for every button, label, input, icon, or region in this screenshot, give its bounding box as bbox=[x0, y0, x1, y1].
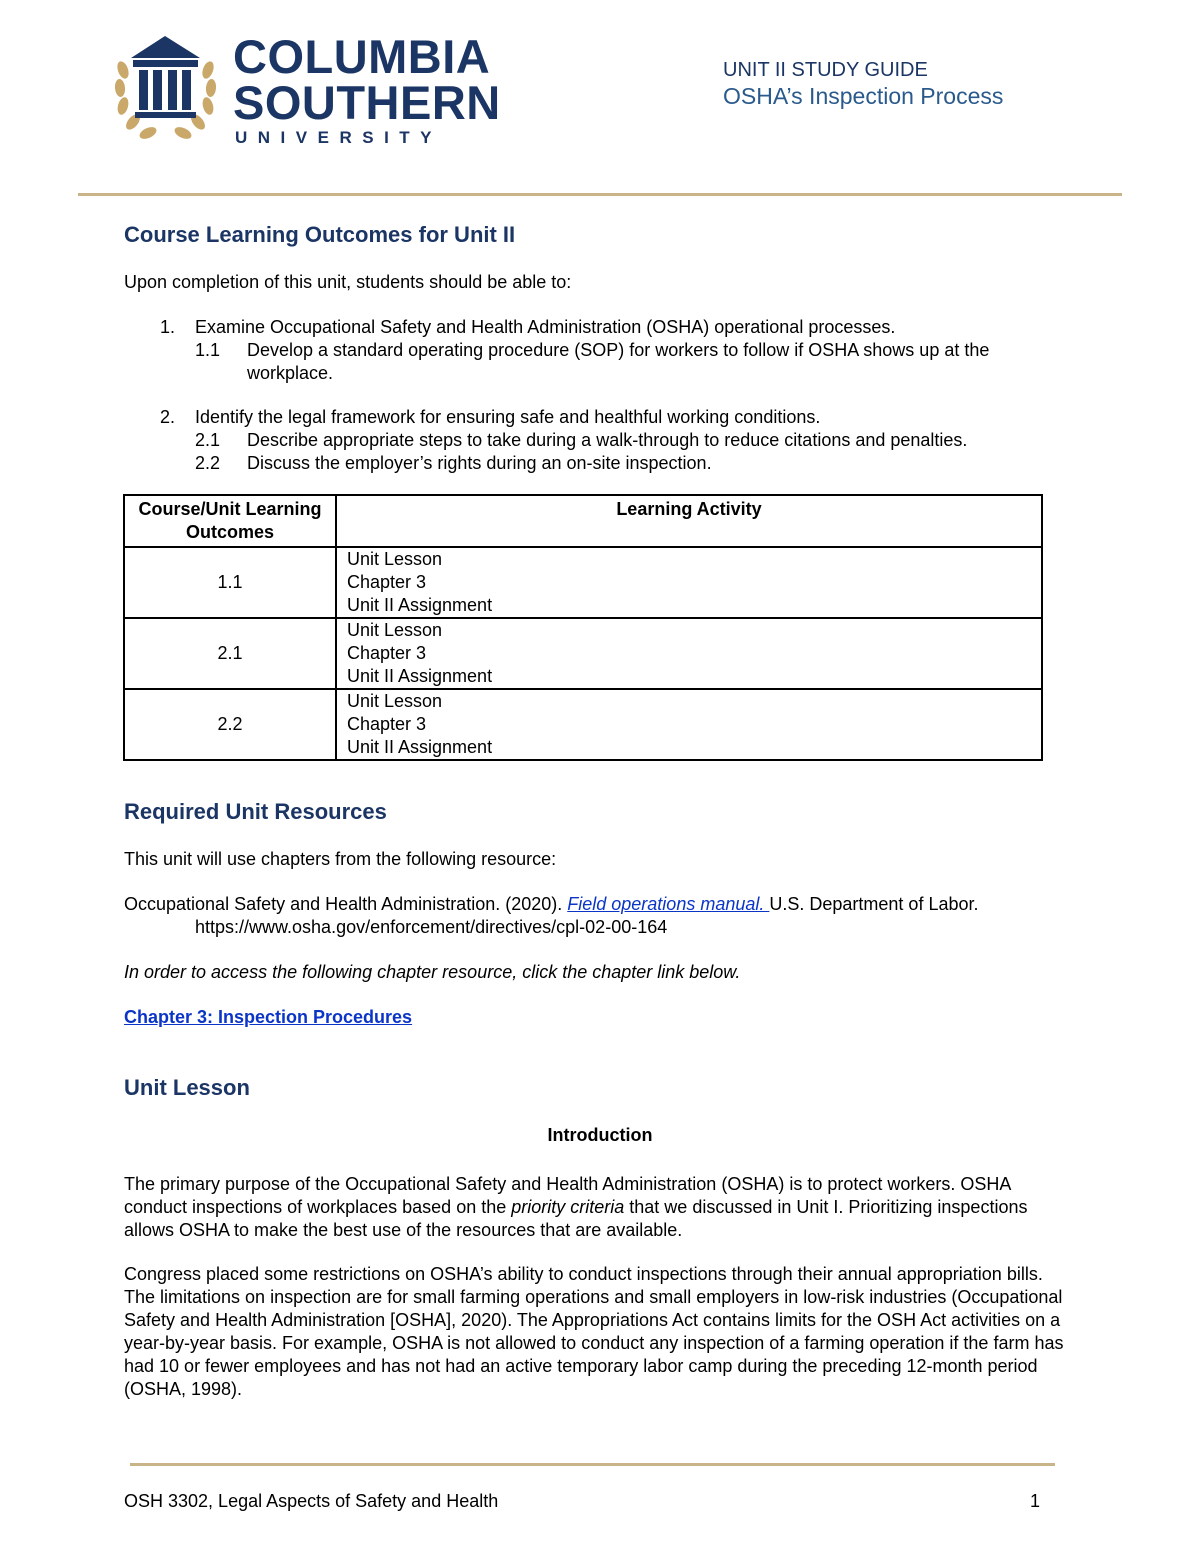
access-note: In order to access the following chapter resource, click the chapter link below. bbox=[124, 962, 741, 982]
lesson-paragraph-1 bbox=[124, 1173, 1074, 1242]
table-cell-outcome: 1.1 bbox=[124, 547, 336, 618]
table-row bbox=[124, 689, 1042, 760]
footer-course: OSH 3302, Legal Aspects of Safety and Health bbox=[124, 1491, 499, 1511]
activity-item: Chapter 3 bbox=[347, 572, 427, 592]
table-cell-outcome: 2.1 bbox=[124, 618, 336, 689]
table-row bbox=[124, 547, 1042, 618]
chapter-3-link[interactable]: Chapter 3: Inspection Procedures bbox=[124, 1007, 413, 1027]
outcome-number: 1. bbox=[160, 317, 176, 337]
outcome-subitem-2-2 bbox=[195, 452, 1065, 475]
resource-citation bbox=[124, 893, 1084, 916]
outcome-subnumber: 2.2 bbox=[195, 453, 221, 473]
table-cell-activity bbox=[336, 689, 1042, 760]
outcomes-heading: Course Learning Outcomes for Unit II bbox=[124, 222, 516, 247]
outcome-subtext: Discuss the employer’s rights during an on-site inspection. bbox=[247, 453, 712, 473]
outcome-subnumber: 1.1 bbox=[195, 340, 221, 360]
outcomes-intro: Upon completion of this unit, students should be able to: bbox=[124, 272, 572, 292]
activity-item: Chapter 3 bbox=[347, 643, 427, 663]
lesson-subheading: Introduction bbox=[547, 1125, 653, 1145]
lesson-heading: Unit Lesson bbox=[124, 1075, 250, 1100]
table-cell-activity bbox=[336, 618, 1042, 689]
study-guide-title: UNIT II STUDY GUIDE bbox=[723, 59, 928, 81]
table-header-activity: Learning Activity bbox=[336, 495, 1042, 547]
citation-publisher: U.S. Department of Labor. bbox=[769, 894, 979, 914]
citation-url: https://www.osha.gov/enforcement/directives/cpl-02-00-164 bbox=[195, 917, 668, 937]
paragraph-text: that we discussed in Unit I. Prioritizing inspections allows OSHA to make the best use of the resources that are available. bbox=[124, 1197, 1028, 1240]
citation-text: Occupational Safety and Health Administration. (2020). bbox=[124, 894, 568, 914]
study-guide-subtitle: OSHA’s Inspection Process bbox=[723, 83, 1004, 109]
activity-item: Unit II Assignment bbox=[347, 737, 493, 757]
table-header-outcomes: Course/Unit Learning Outcomes bbox=[124, 495, 336, 547]
logo-line-1: COLUMBIA bbox=[233, 30, 491, 83]
logo-wordmark bbox=[233, 30, 501, 129]
resources-heading: Required Unit Resources bbox=[124, 799, 387, 824]
activity-item: Unit Lesson bbox=[347, 549, 443, 569]
activity-item: Unit II Assignment bbox=[347, 666, 493, 686]
paragraph-text: The primary purpose of the Occupational Safety and Health Administration (OSHA) is to protect workers. OSHA conduct inspections of workplaces based on the bbox=[124, 1174, 1011, 1217]
activity-item: Chapter 3 bbox=[347, 714, 427, 734]
activity-item: Unit Lesson bbox=[347, 620, 443, 640]
logo-line-3: UNIVERSITY bbox=[235, 128, 443, 147]
page-number: 1 bbox=[1030, 1491, 1041, 1511]
outcome-subitem-2-1 bbox=[195, 429, 1065, 452]
table-header-row bbox=[124, 495, 1042, 547]
table-cell-outcome: 2.2 bbox=[124, 689, 336, 760]
university-logo bbox=[113, 30, 501, 150]
outcomes-table bbox=[123, 494, 1043, 761]
outcome-subtext: Describe appropriate steps to take during a walk-through to reduce citations and penalties. bbox=[247, 430, 968, 450]
outcome-subitem-1-1 bbox=[195, 339, 1065, 385]
resources-intro: This unit will use chapters from the following resource: bbox=[124, 849, 557, 869]
outcome-subnumber: 2.1 bbox=[195, 430, 221, 450]
table-row bbox=[124, 618, 1042, 689]
header-divider bbox=[78, 193, 1122, 196]
outcome-text: Identify the legal framework for ensuring safe and healthful working conditions. bbox=[195, 407, 821, 427]
lesson-paragraph-2: Congress placed some restrictions on OSHA’s ability to conduct inspections through their annual appropriation bills. The limitations on inspection are for small farming operations and small employers in low-risk industries (Occupational Safety and Health Administration [OSHA], 2020). The Appropriations Act contains limits for the OSH Act activities on a year-by-year basis. For example, OSHA is not allowed to conduct any inspection of a farming operation if the farm has had 10 or fewer employees and has not had an active temporary labor camp during the preceding 12-month period (OSHA, 1998). bbox=[124, 1264, 1064, 1399]
priority-criteria-term: priority criteria bbox=[511, 1197, 625, 1217]
activity-item: Unit II Assignment bbox=[347, 595, 493, 615]
pillar-laurel-icon bbox=[113, 30, 218, 145]
outcome-text: Examine Occupational Safety and Health Administration (OSHA) operational processes. bbox=[195, 317, 896, 337]
logo-line-2: SOUTHERN bbox=[233, 76, 501, 129]
outcome-subtext: Develop a standard operating procedure (SOP) for workers to follow if OSHA shows up at the workplace. bbox=[247, 340, 990, 383]
activity-item: Unit Lesson bbox=[347, 691, 443, 711]
field-operations-manual-link[interactable]: Field operations manual. bbox=[567, 894, 770, 914]
table-cell-activity bbox=[336, 547, 1042, 618]
outcome-number: 2. bbox=[160, 407, 176, 427]
footer-divider bbox=[130, 1463, 1055, 1466]
